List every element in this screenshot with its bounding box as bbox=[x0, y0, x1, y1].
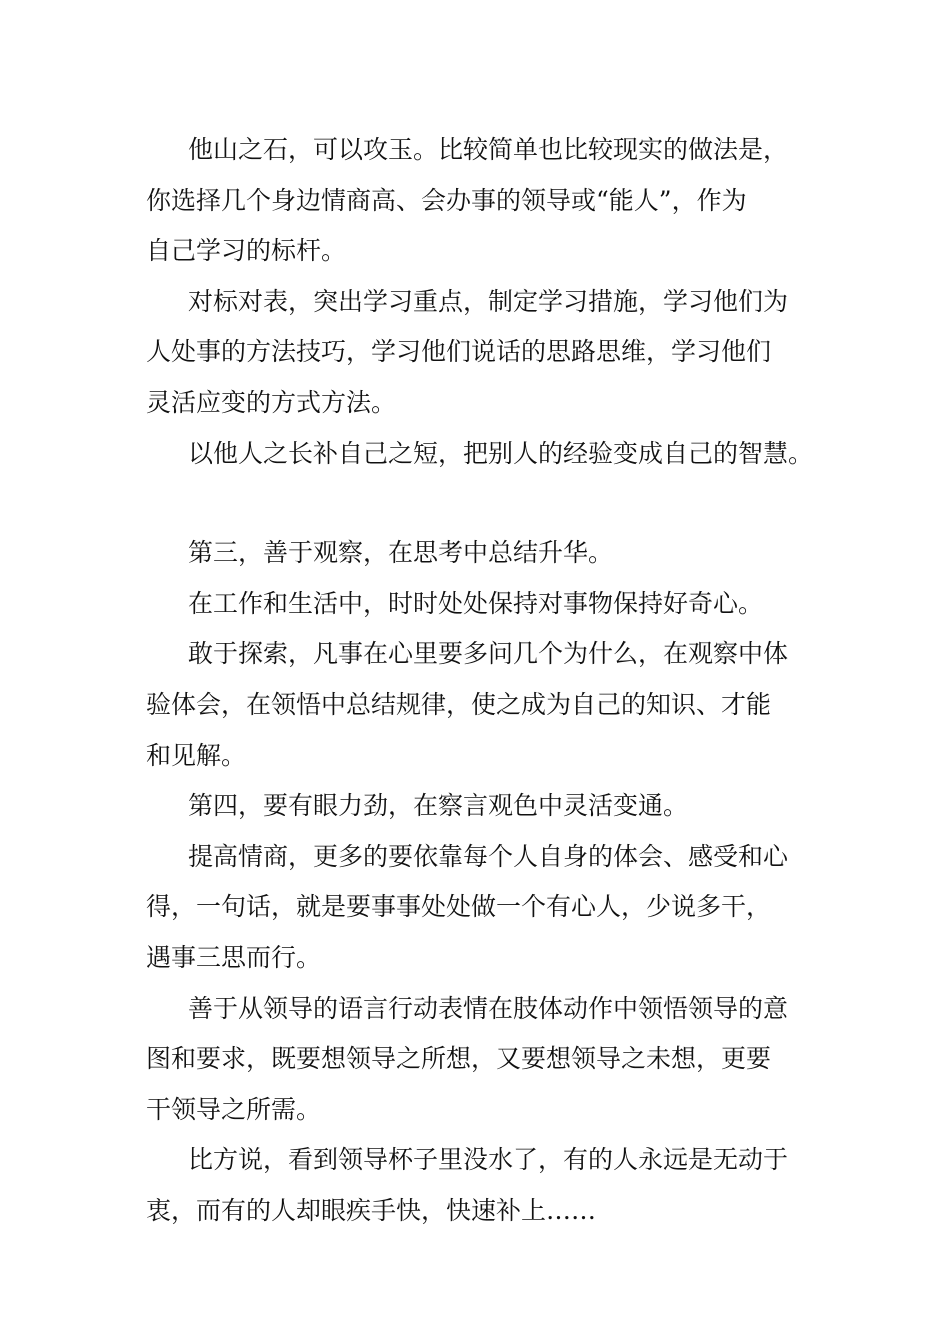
paragraph-line: 验体会，在领悟中总结规律，使之成为自己的知识、才能 bbox=[146, 689, 772, 719]
paragraph-line: 干领导之所需。 bbox=[146, 1094, 322, 1124]
paragraph-line: 在工作和生活中，时时处处保持对事物保持好奇心。 bbox=[188, 588, 764, 618]
paragraph-2 bbox=[146, 277, 826, 429]
paragraph-line: 第四，要有眼力劲，在察言观色中灵活变通。 bbox=[188, 791, 689, 821]
paragraph-line: 灵活应变的方式方法。 bbox=[146, 387, 397, 417]
paragraph-line: 善于从领导的语言行动表情在肢体动作中领悟领导的意 bbox=[188, 993, 789, 1023]
paragraph-8 bbox=[146, 832, 826, 984]
paragraph-line: 敢于探索，凡事在心里要多问几个为什么，在观察中体 bbox=[188, 639, 789, 669]
paragraph-line: 提高情商，更多的要依靠每个人自身的体会、感受和心 bbox=[188, 841, 789, 871]
paragraph-line: 你选择几个身边情商高、会办事的领导或“能人”，作为 bbox=[146, 185, 747, 215]
paragraph-line: 自己学习的标杆。 bbox=[146, 236, 347, 266]
paragraph-line: 人处事的方法技巧，学习他们说话的思路思维，学习他们 bbox=[146, 337, 772, 367]
paragraph-line: 遇事三思而行。 bbox=[146, 942, 322, 972]
document-body bbox=[146, 125, 826, 1236]
section-heading-third bbox=[146, 528, 826, 579]
paragraph-line: 他山之石，可以攻玉。比较简单也比较现实的做法是， bbox=[188, 135, 789, 164]
section-heading-fourth bbox=[146, 781, 826, 832]
paragraph-line: 比方说，看到领导杯子里没水了，有的人永远是无动于 bbox=[188, 1145, 789, 1175]
paragraph-line: 第三，善于观察，在思考中总结升华。 bbox=[188, 538, 614, 568]
paragraph-1 bbox=[146, 125, 826, 277]
paragraph-9 bbox=[146, 984, 826, 1136]
paragraph-line: 图和要求，既要想领导之所想，又要想领导之未想，更要 bbox=[146, 1044, 772, 1074]
paragraph-line: 以他人之长补自己之短，把别人的经验变成自己的智慧。 bbox=[188, 438, 814, 468]
paragraph-5 bbox=[146, 579, 826, 630]
paragraph-10 bbox=[146, 1135, 826, 1236]
paragraph-3 bbox=[146, 429, 826, 480]
paragraph-line: 衷，而有的人却眼疾手快，快速补上…… bbox=[146, 1195, 597, 1225]
paragraph-spacer bbox=[146, 479, 826, 528]
paragraph-6 bbox=[146, 629, 826, 781]
paragraph-line: 得，一句话，就是要事事处处做一个有心人，少说多干， bbox=[146, 892, 772, 922]
paragraph-line: 和见解。 bbox=[146, 740, 247, 770]
paragraph-line: 对标对表，突出学习重点，制定学习措施，学习他们为 bbox=[188, 286, 789, 316]
